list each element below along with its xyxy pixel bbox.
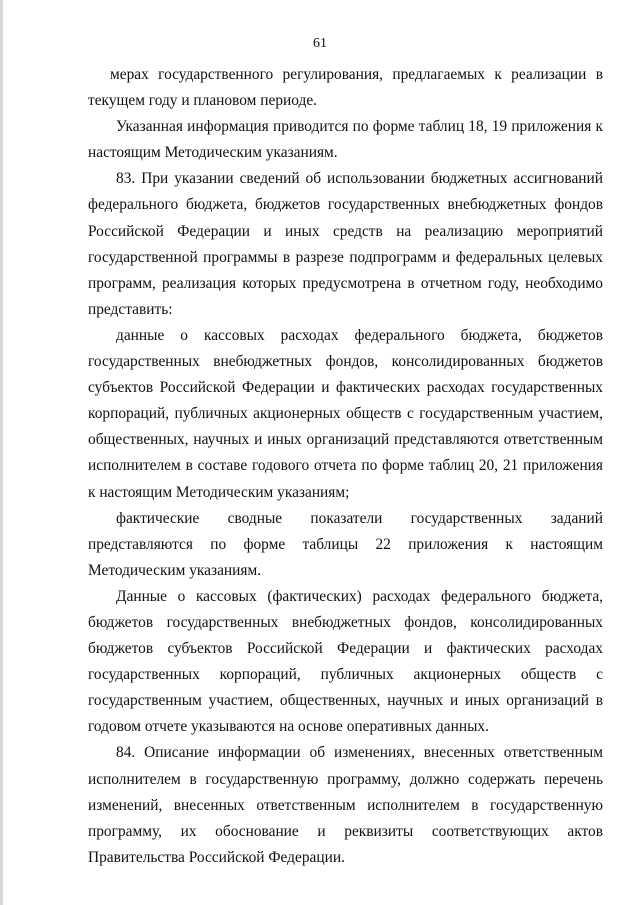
paragraph-info-form: Указанная информация приводится по форме таблиц 18, 19 приложения к настоящим Методическим указаниям.	[88, 118, 603, 162]
page-number: 61	[313, 36, 327, 51]
paragraph-state-tasks: фактические сводные показатели государственных заданий представляются по форме таблицы 22 приложения к настоящим Методическим указаниям.	[88, 509, 603, 579]
paragraph-operative-data: Данные о кассовых (фактических) расходах федерального бюджета, бюджетов государственных внебюджетных фондов, консолидированных бюджетов субъектов Российской Федерации и фактических расходах государственных корпораций, публичных акционерных обществ с государственным участием, общественных, научных и иных организаций в годовом отчете указываются на основе оперативных данных.	[88, 587, 603, 736]
paragraph-83: 83. При указании сведений об использовании бюджетных ассигнований федерального бюджета, бюджетов государственных внебюджетных фондов Российской Федерации и иных средств на реализацию мероприятий государственной программы в разрезе подпрограмм и федеральных целевых программ, реализация которых предусмотрена в отчетном году, необходимо представить:	[88, 170, 603, 318]
scan-edge	[0, 0, 3, 905]
body-text	[88, 62, 603, 871]
paragraph-continuation: мерах государственного регулирования, предлагаемых к реализации в текущем году и плановом периоде.	[88, 66, 603, 110]
paragraph-84: 84. Описание информации об изменениях, внесенных ответственным исполнителем в государственную программу, должно содержать перечень изменений, внесенных ответственным исполнителем в государственную программу, их обоснование и реквизиты соответствующих актов Правительства Российской Федерации.	[88, 744, 603, 866]
paragraph-cash-expenses: данные о кассовых расходах федерального бюджета, бюджетов государственных внебюджетных фондов, консолидированных бюджетов субъектов Российской Федерации и фактических расходах государственных корпораций, публичных акционерных обществ с государственным участием, общественных, научных и иных организаций представляются ответственным исполнителем в составе годового отчета по форме таблиц 20, 21 приложения к настоящим Методическим указаниям;	[88, 326, 603, 501]
